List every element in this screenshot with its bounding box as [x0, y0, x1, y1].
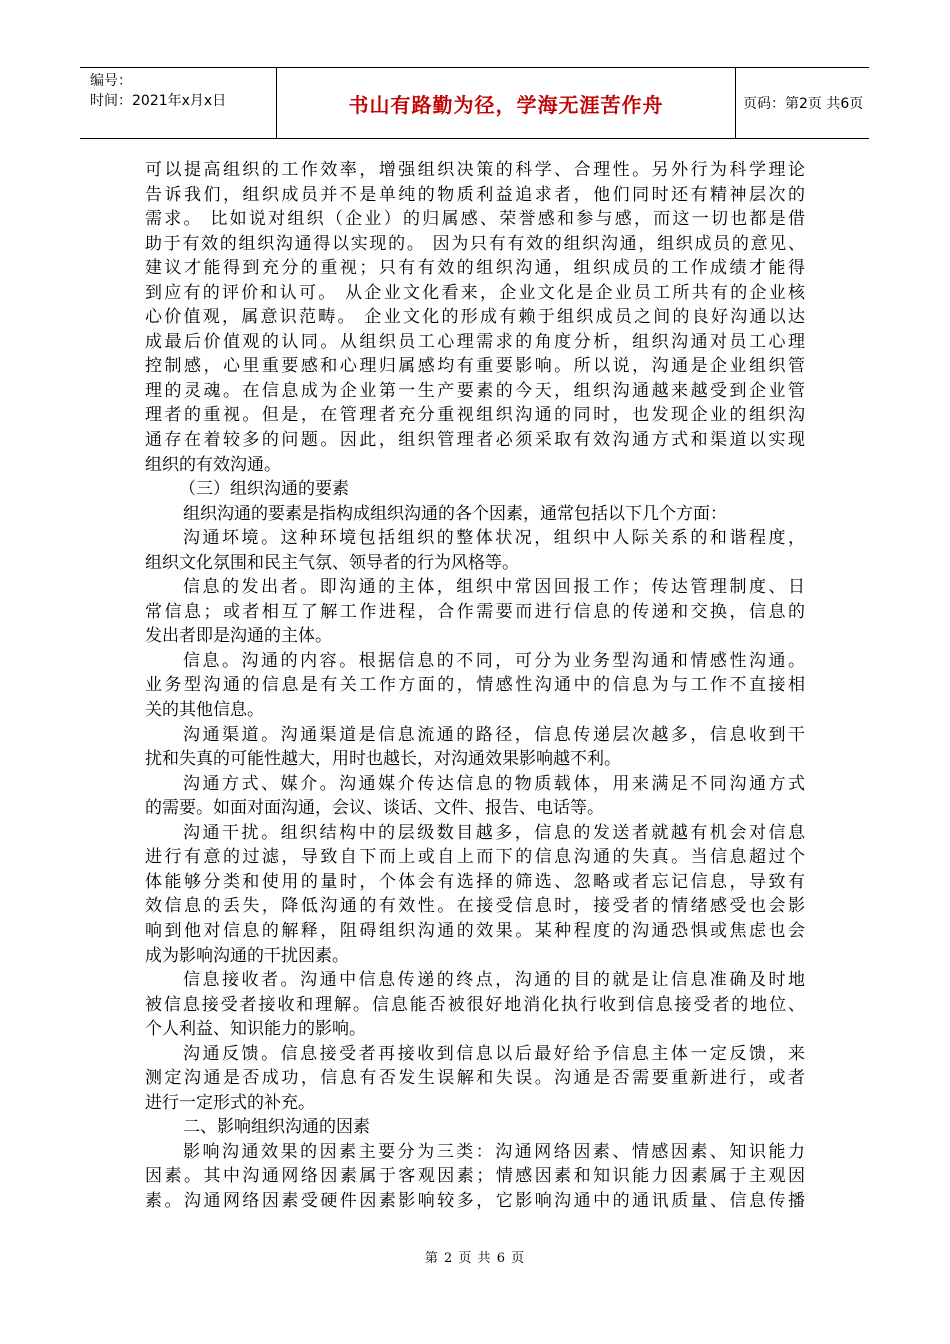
text-line: 到应有的评价和认可。 从企业文化看来，企业文化是企业员工所共有的企业核	[145, 282, 805, 303]
text-line: 信息的发出者。即沟通的主体，组织中常因回报工作；传达管理制度、日	[183, 577, 805, 598]
text-line: 沟通反馈。信息接受者再接收到信息以后最好给予信息主体一定反馈，来	[183, 1043, 805, 1064]
document-body	[145, 158, 805, 1214]
document-time-label: 时间：2021年x月x日	[90, 93, 227, 109]
text-line: 影响沟通效果的因素主要分为三类：沟通网络因素、情感因素、知识能力	[183, 1141, 805, 1162]
text-line: 建议才能得到充分的重视；只有有效的组织沟通，组织成员的工作成绩才能得	[145, 258, 805, 279]
text-line: 成最后价值观的认同。从组织员工心理需求的角度分析，组织沟通对员工心理	[145, 331, 805, 352]
text-line: 的需要。如面对面沟通，会议、谈话、文件、报告、电话等。	[145, 798, 604, 819]
text-line: 素。沟通网络因素受硬件因素影响较多，它影响沟通中的通讯质量、信息传播	[145, 1190, 805, 1211]
header-left-cell	[80, 68, 276, 138]
text-line: 常信息；或者相互了解工作进程，合作需要而进行信息的传递和交换，信息的	[145, 601, 805, 622]
text-line: 扰和失真的可能性越大，用时也越长，对沟通效果影响越不利。	[145, 749, 621, 770]
page-footer: 第 2 页 共 6 页	[424, 1251, 526, 1266]
text-line: 信息。沟通的内容。根据信息的不同，可分为业务型沟通和情感性沟通。	[183, 650, 805, 671]
text-line: 沟通方式、媒介。沟通媒介传达信息的物质载体，用来满足不同沟通方式	[183, 773, 805, 794]
text-line: 控制感，心里重要感和心理归属感均有重要影响。所以说，沟通是企业组织管	[145, 356, 805, 377]
text-line: 成为影响沟通的干扰因素。	[145, 945, 349, 966]
text-line: 心价值观，属意识范畴。 企业文化的形成有赖于组织成员之间的良好沟通以达	[145, 307, 805, 328]
section-heading: （三）组织沟通的要素	[179, 479, 349, 500]
text-line: 进行有意的过滤，导致自下而上或自上而下的信息沟通的失真。当信息超过个	[145, 847, 805, 868]
header-page-cell	[735, 68, 869, 138]
text-line: 测定沟通是否成功，信息有否发生误解和失误。沟通是否需要重新进行，或者	[145, 1068, 805, 1089]
section-heading: 二、影响组织沟通的因素	[183, 1117, 370, 1138]
text-line: 组织文化氛围和民主气氛、领导者的行为风格等。	[145, 552, 519, 573]
header-table	[80, 67, 869, 139]
text-line: 沟通渠道。沟通渠道是信息流通的路径，信息传递层次越多，信息收到干	[183, 724, 805, 745]
text-line: 告诉我们，组织成员并不是单纯的物质利益追求者，他们同时还有精神层次的	[145, 184, 805, 205]
text-line: 沟通坏境。这种环境包括组织的整体状况，组织中人际关系的和谐程度，	[183, 528, 805, 549]
header-page-info: 页码：第2页 共6页	[743, 96, 864, 112]
text-line: 理的灵魂。在信息成为企业第一生产要素的今天，组织沟通越来越受到企业管	[145, 380, 805, 401]
text-line: 助于有效的组织沟通得以实现的。 因为只有有效的组织沟通，组织成员的意见、	[145, 233, 805, 254]
document-number-label: 编号：	[90, 73, 132, 89]
text-line: 关的其他信息。	[145, 700, 264, 721]
text-line: 被信息接受者接收和理解。信息能否被很好地消化执行收到信息接受者的地位、	[145, 994, 805, 1015]
text-line: 需求。 比如说对组织（企业）的归属感、荣誉感和参与感，而这一切也都是借	[145, 209, 805, 230]
text-line: 组织的有效沟通。	[145, 454, 281, 475]
text-line: 信息接收者。沟通中信息传递的终点，沟通的目的就是让信息准确及时地	[183, 970, 805, 991]
text-line: 可以提高组织的工作效率，增强组织决策的科学、合理性。另外行为科学理论	[145, 160, 805, 180]
text-line: 理者的重视。但是，在管理者充分重视组织沟通的同时，也发现企业的组织沟	[145, 405, 805, 426]
text-line: 通存在着较多的问题。因此，组织管理者必须采取有效沟通方式和渠道以实现	[145, 430, 805, 451]
text-line: 沟通干扰。组织结构中的层级数目越多，信息的发送者就越有机会对信息	[183, 822, 805, 843]
text-line: 效信息的丢失，降低沟通的有效性。在接受信息时，接受者的情绪感受也会影	[145, 896, 805, 917]
text-line: 个人利益、知识能力的影响。	[145, 1019, 366, 1040]
text-line: 组织沟通的要素是指构成组织沟通的各个因素，通常包括以下几个方面：	[183, 503, 727, 524]
text-line: 响到他对信息的解释，阻碍组织沟通的效果。某种程度的沟通恐惧或焦虑也会	[145, 920, 805, 941]
text-line: 业务型沟通的信息是有关工作方面的，情感性沟通中的信息为与工作不直接相	[145, 675, 805, 696]
text-line: 因素。其中沟通网络因素属于客观因素；情感因素和知识能力因素属于主观因	[145, 1166, 805, 1187]
header-motto-cell	[276, 68, 736, 138]
text-line: 进行一定形式的补充。	[145, 1092, 315, 1113]
text-line: 发出者即是沟通的主体。	[145, 626, 332, 647]
text-line: 体能够分类和使用的量时，个体会有选择的筛选、忽略或者忘记信息，导致有	[145, 871, 805, 892]
header-motto: 书山有路勤为径，学海无涯苦作舟	[348, 92, 664, 117]
